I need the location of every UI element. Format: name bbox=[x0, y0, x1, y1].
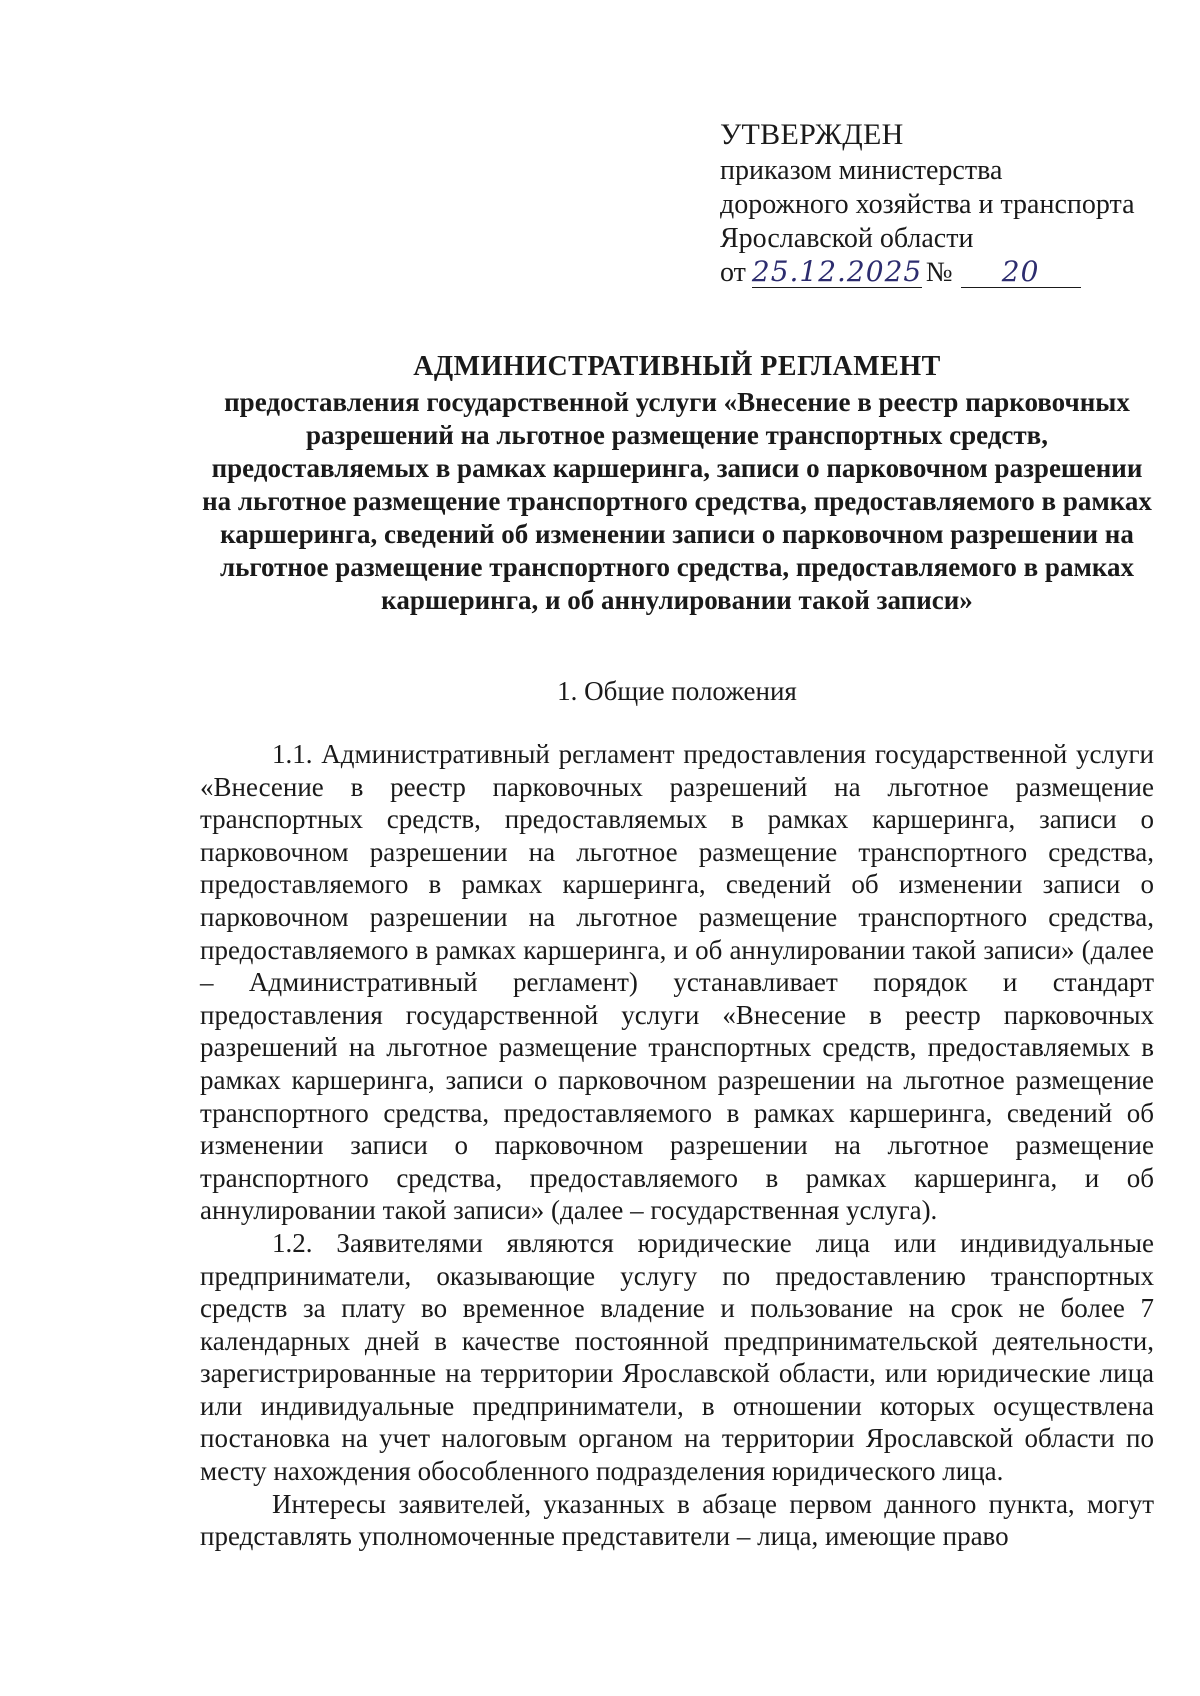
approval-line-order: приказом министерства bbox=[720, 155, 1003, 186]
paragraph-representatives: Интересы заявителей, указанных в абзаце первом данного пункта, могут представлять уполномоченные представители – лица, имеющие право bbox=[200, 1488, 1154, 1552]
approval-line-region: Ярославской области bbox=[720, 223, 974, 254]
approval-line-ministry: дорожного хозяйства и транспорта bbox=[720, 189, 1135, 220]
date-prefix: от bbox=[720, 257, 746, 288]
number-sign: № bbox=[925, 257, 953, 288]
document-subtitle: предоставления государственной услуги «Внесение в реестр парковочных разрешений на льготное размещение транспортных средств, предоставляемых в рамках каршеринга, записи о парковочном разрешении на льготное размещение транспортного средства, предоставляемого в рамках каршеринга, сведений об изменении записи о парковочном разрешении на льготное размещение транспортного средства, предоставляемого в рамках каршеринга, и об аннулировании такой записи» bbox=[202, 387, 1152, 615]
document-title: АДМИНИСТРАТИВНЫЙ РЕГЛАМЕНТ bbox=[413, 351, 941, 382]
paragraph-1-2: 1.2. Заявителями являются юридические лица или индивидуальные предприниматели, оказывающие услугу по предоставлению транспортных средств за плату во временное владение и пользование на срок не более 7 календарных дней в качестве постоянной предпринимательской деятельности, зарегистрированные на территории Ярославской области, или юридические лица или индивидуальные предприниматели, в отношении которых осуществлена постановка на учет налоговым органом на территории Ярославской области по месту нахождения обособленного подразделения юридического лица. bbox=[200, 1227, 1154, 1487]
approved-label: УТВЕРЖДЕН bbox=[720, 118, 904, 151]
approval-stamp-block bbox=[720, 118, 1135, 290]
handwritten-date: 25.12.2025 bbox=[751, 255, 923, 288]
section-heading: 1. Общие положения bbox=[557, 676, 797, 706]
paragraph-1-1: 1.1. Административный регламент предоставления государственной услуги «Внесение в реестр парковочных разрешений на льготное размещение транспортных средств, предоставляемых в рамках каршеринга, записи о парковочном разрешении на льготное размещение транспортного средства, предоставляемого в рамках каршеринга, сведений об изменении записи о парковочном разрешении на льготное размещение транспортного средства, предоставляемого в рамках каршеринга, и об аннулировании такой записи» (далее – Административный регламент) устанавливает порядок и стандарт предоставления государственной услуги «Внесение в реестр парковочных разрешений на льготное размещение транспортных средств, предоставляемых в рамках каршеринга, записи о парковочном разрешении на льготное размещение транспортного средства, предоставляемого в рамках каршеринга, сведений об изменении записи о парковочном разрешении на льготное размещение транспортного средства, предоставляемого в рамках каршеринга, и об аннулировании такой записи» (далее – государственная услуга). bbox=[200, 739, 1154, 1226]
handwritten-number: 20 bbox=[961, 257, 1081, 288]
document-body bbox=[200, 738, 1154, 1553]
approval-date-line bbox=[720, 256, 1135, 290]
document-title-block bbox=[200, 350, 1154, 617]
